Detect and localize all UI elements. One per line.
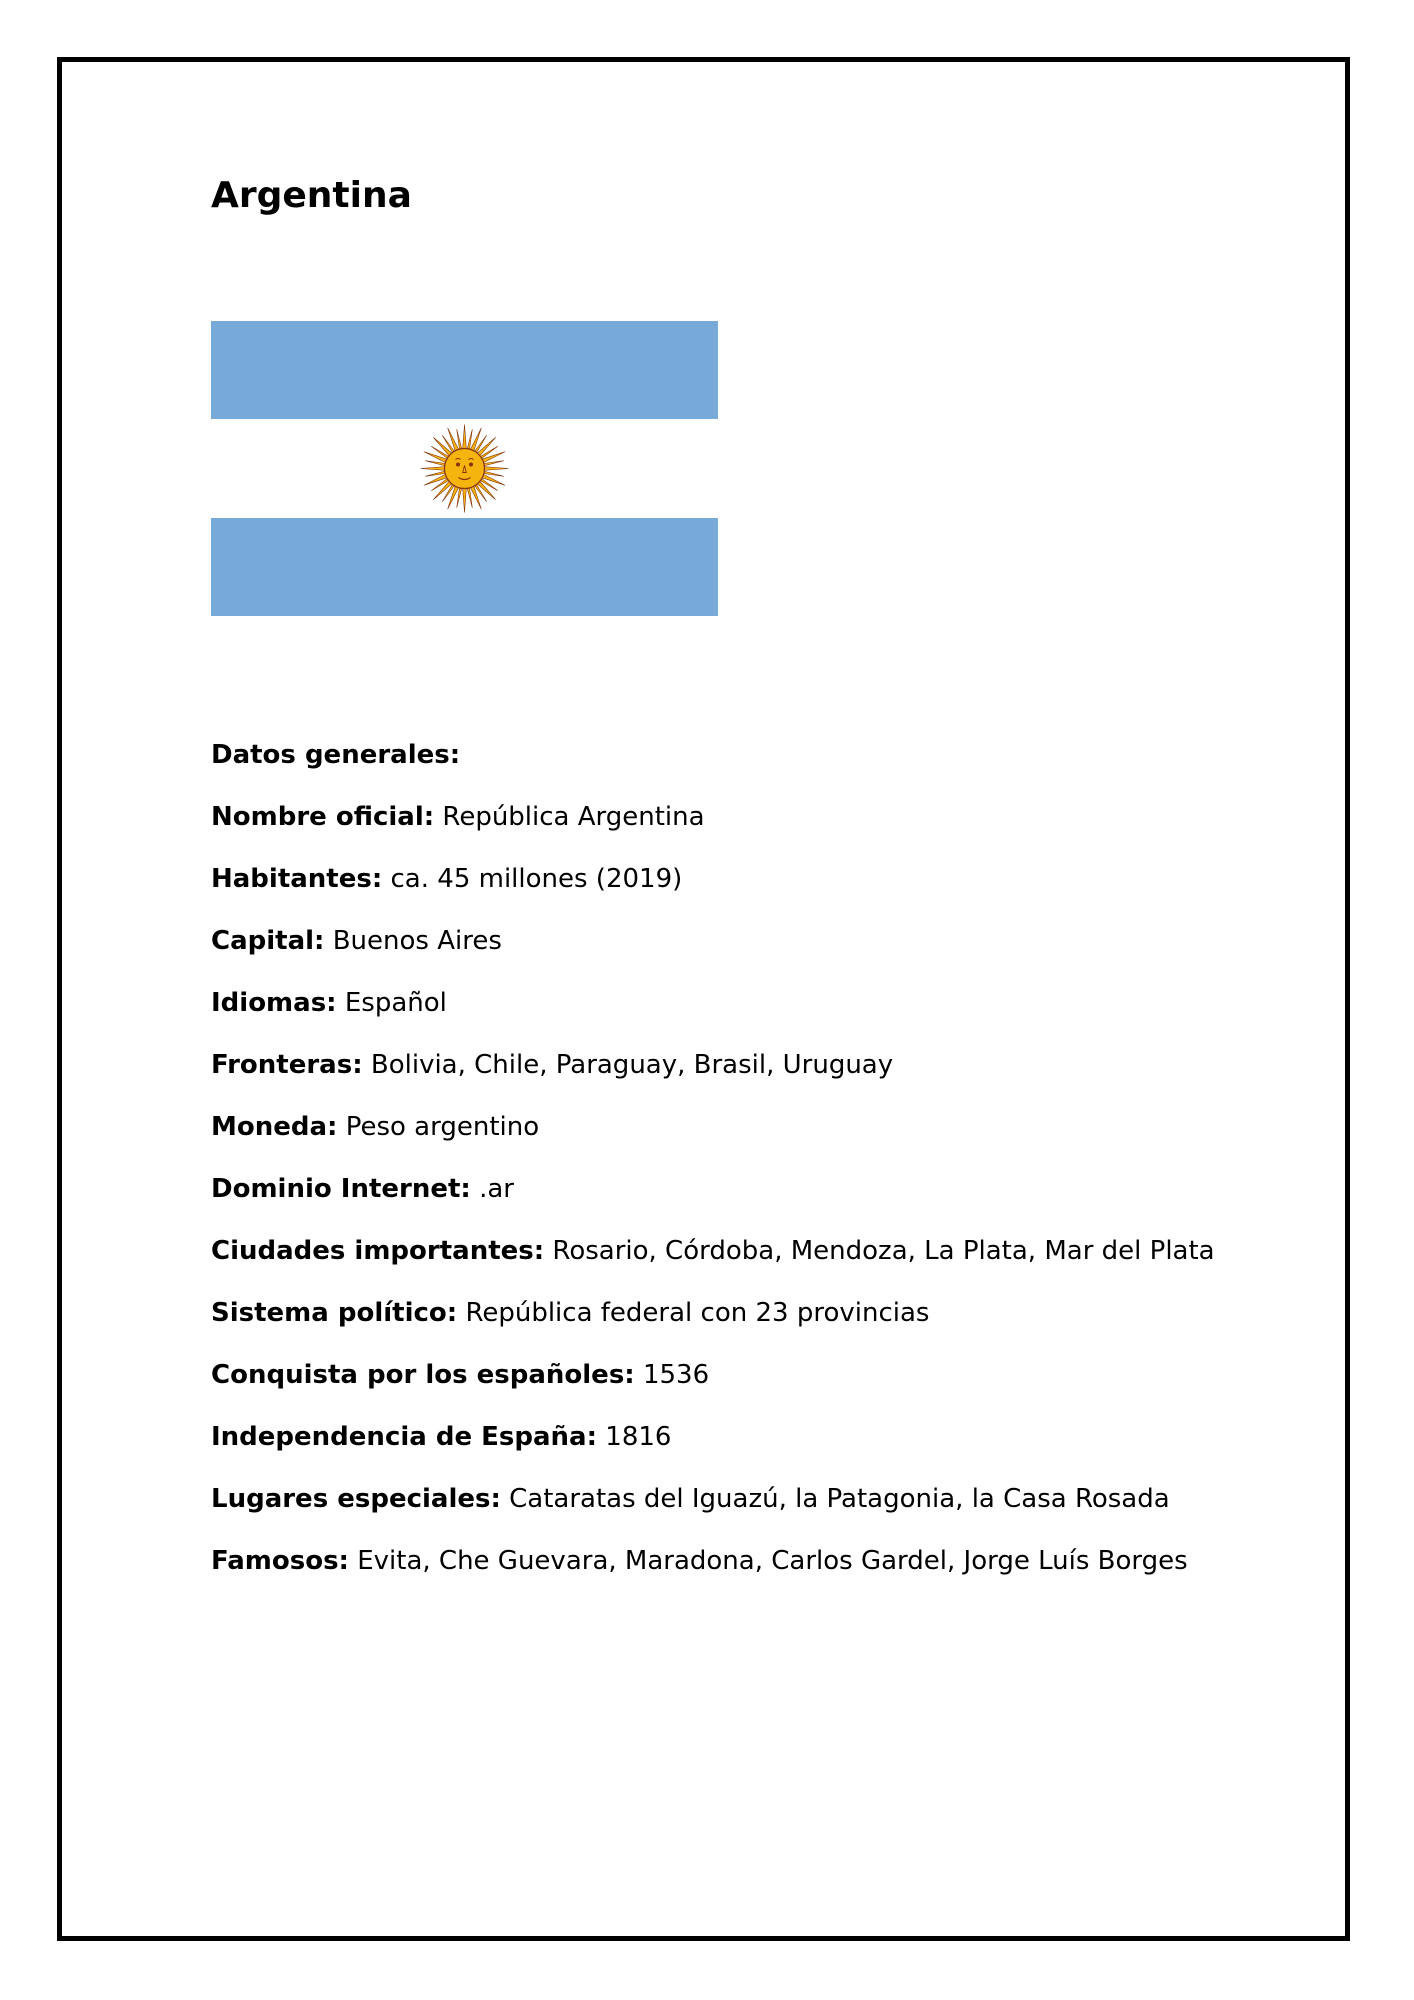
argentina-flag-icon bbox=[211, 321, 718, 616]
fact-borders bbox=[211, 1034, 1215, 1096]
fact-official-name bbox=[211, 786, 1215, 848]
fact-population bbox=[211, 848, 1215, 910]
fact-value: .ar bbox=[479, 1174, 514, 1204]
page-title: Argentina bbox=[211, 175, 412, 216]
fact-label: Ciudades importantes: bbox=[211, 1236, 545, 1266]
fact-special-places bbox=[211, 1468, 1215, 1530]
fact-capital bbox=[211, 910, 1215, 972]
sun-of-may-icon bbox=[421, 425, 509, 513]
fact-label: Nombre oficial: bbox=[211, 802, 435, 832]
fact-value: Peso argentino bbox=[345, 1112, 540, 1142]
fact-value: Cataratas del Iguazú, la Patagonia, la Casa Rosada bbox=[509, 1484, 1170, 1514]
fact-independence bbox=[211, 1406, 1215, 1468]
fact-value: Evita, Che Guevara, Maradona, Carlos Gardel, Jorge Luís Borges bbox=[357, 1546, 1188, 1576]
fact-label: Lugares especiales: bbox=[211, 1484, 501, 1514]
fact-label: Idiomas: bbox=[211, 988, 337, 1018]
fact-important-cities bbox=[211, 1220, 1215, 1282]
fact-label: Dominio Internet: bbox=[211, 1174, 471, 1204]
fact-value: Español bbox=[344, 988, 447, 1018]
flag-top-stripe bbox=[211, 321, 718, 419]
section-heading: Datos generales: bbox=[211, 740, 461, 770]
fact-label: Fronteras: bbox=[211, 1050, 363, 1080]
fact-label: Conquista por los españoles: bbox=[211, 1360, 635, 1390]
fact-value: República federal con 23 provincias bbox=[465, 1298, 930, 1328]
fact-label: Sistema político: bbox=[211, 1298, 458, 1328]
flag-bottom-stripe bbox=[211, 518, 718, 616]
fact-value: Buenos Aires bbox=[332, 926, 502, 956]
fact-value: Rosario, Córdoba, Mendoza, La Plata, Mar del Plata bbox=[552, 1236, 1215, 1266]
fact-spanish-conquest bbox=[211, 1344, 1215, 1406]
fact-value: República Argentina bbox=[442, 802, 705, 832]
fact-value: Bolivia, Chile, Paraguay, Brasil, Uruguay bbox=[370, 1050, 894, 1080]
fact-currency bbox=[211, 1096, 1215, 1158]
fact-label: Habitantes: bbox=[211, 864, 383, 894]
fact-label: Famosos: bbox=[211, 1546, 349, 1576]
fact-value: 1536 bbox=[642, 1360, 710, 1390]
fact-value: ca. 45 millones (2019) bbox=[390, 864, 683, 894]
fact-label: Moneda: bbox=[211, 1112, 338, 1142]
fact-label: Capital: bbox=[211, 926, 325, 956]
fact-internet-domain bbox=[211, 1158, 1215, 1220]
fact-languages bbox=[211, 972, 1215, 1034]
fact-political-system bbox=[211, 1282, 1215, 1344]
general-facts-list bbox=[211, 724, 1215, 1592]
fact-famous-people bbox=[211, 1530, 1215, 1592]
fact-label: Independencia de España: bbox=[211, 1422, 598, 1452]
fact-value: 1816 bbox=[605, 1422, 672, 1452]
